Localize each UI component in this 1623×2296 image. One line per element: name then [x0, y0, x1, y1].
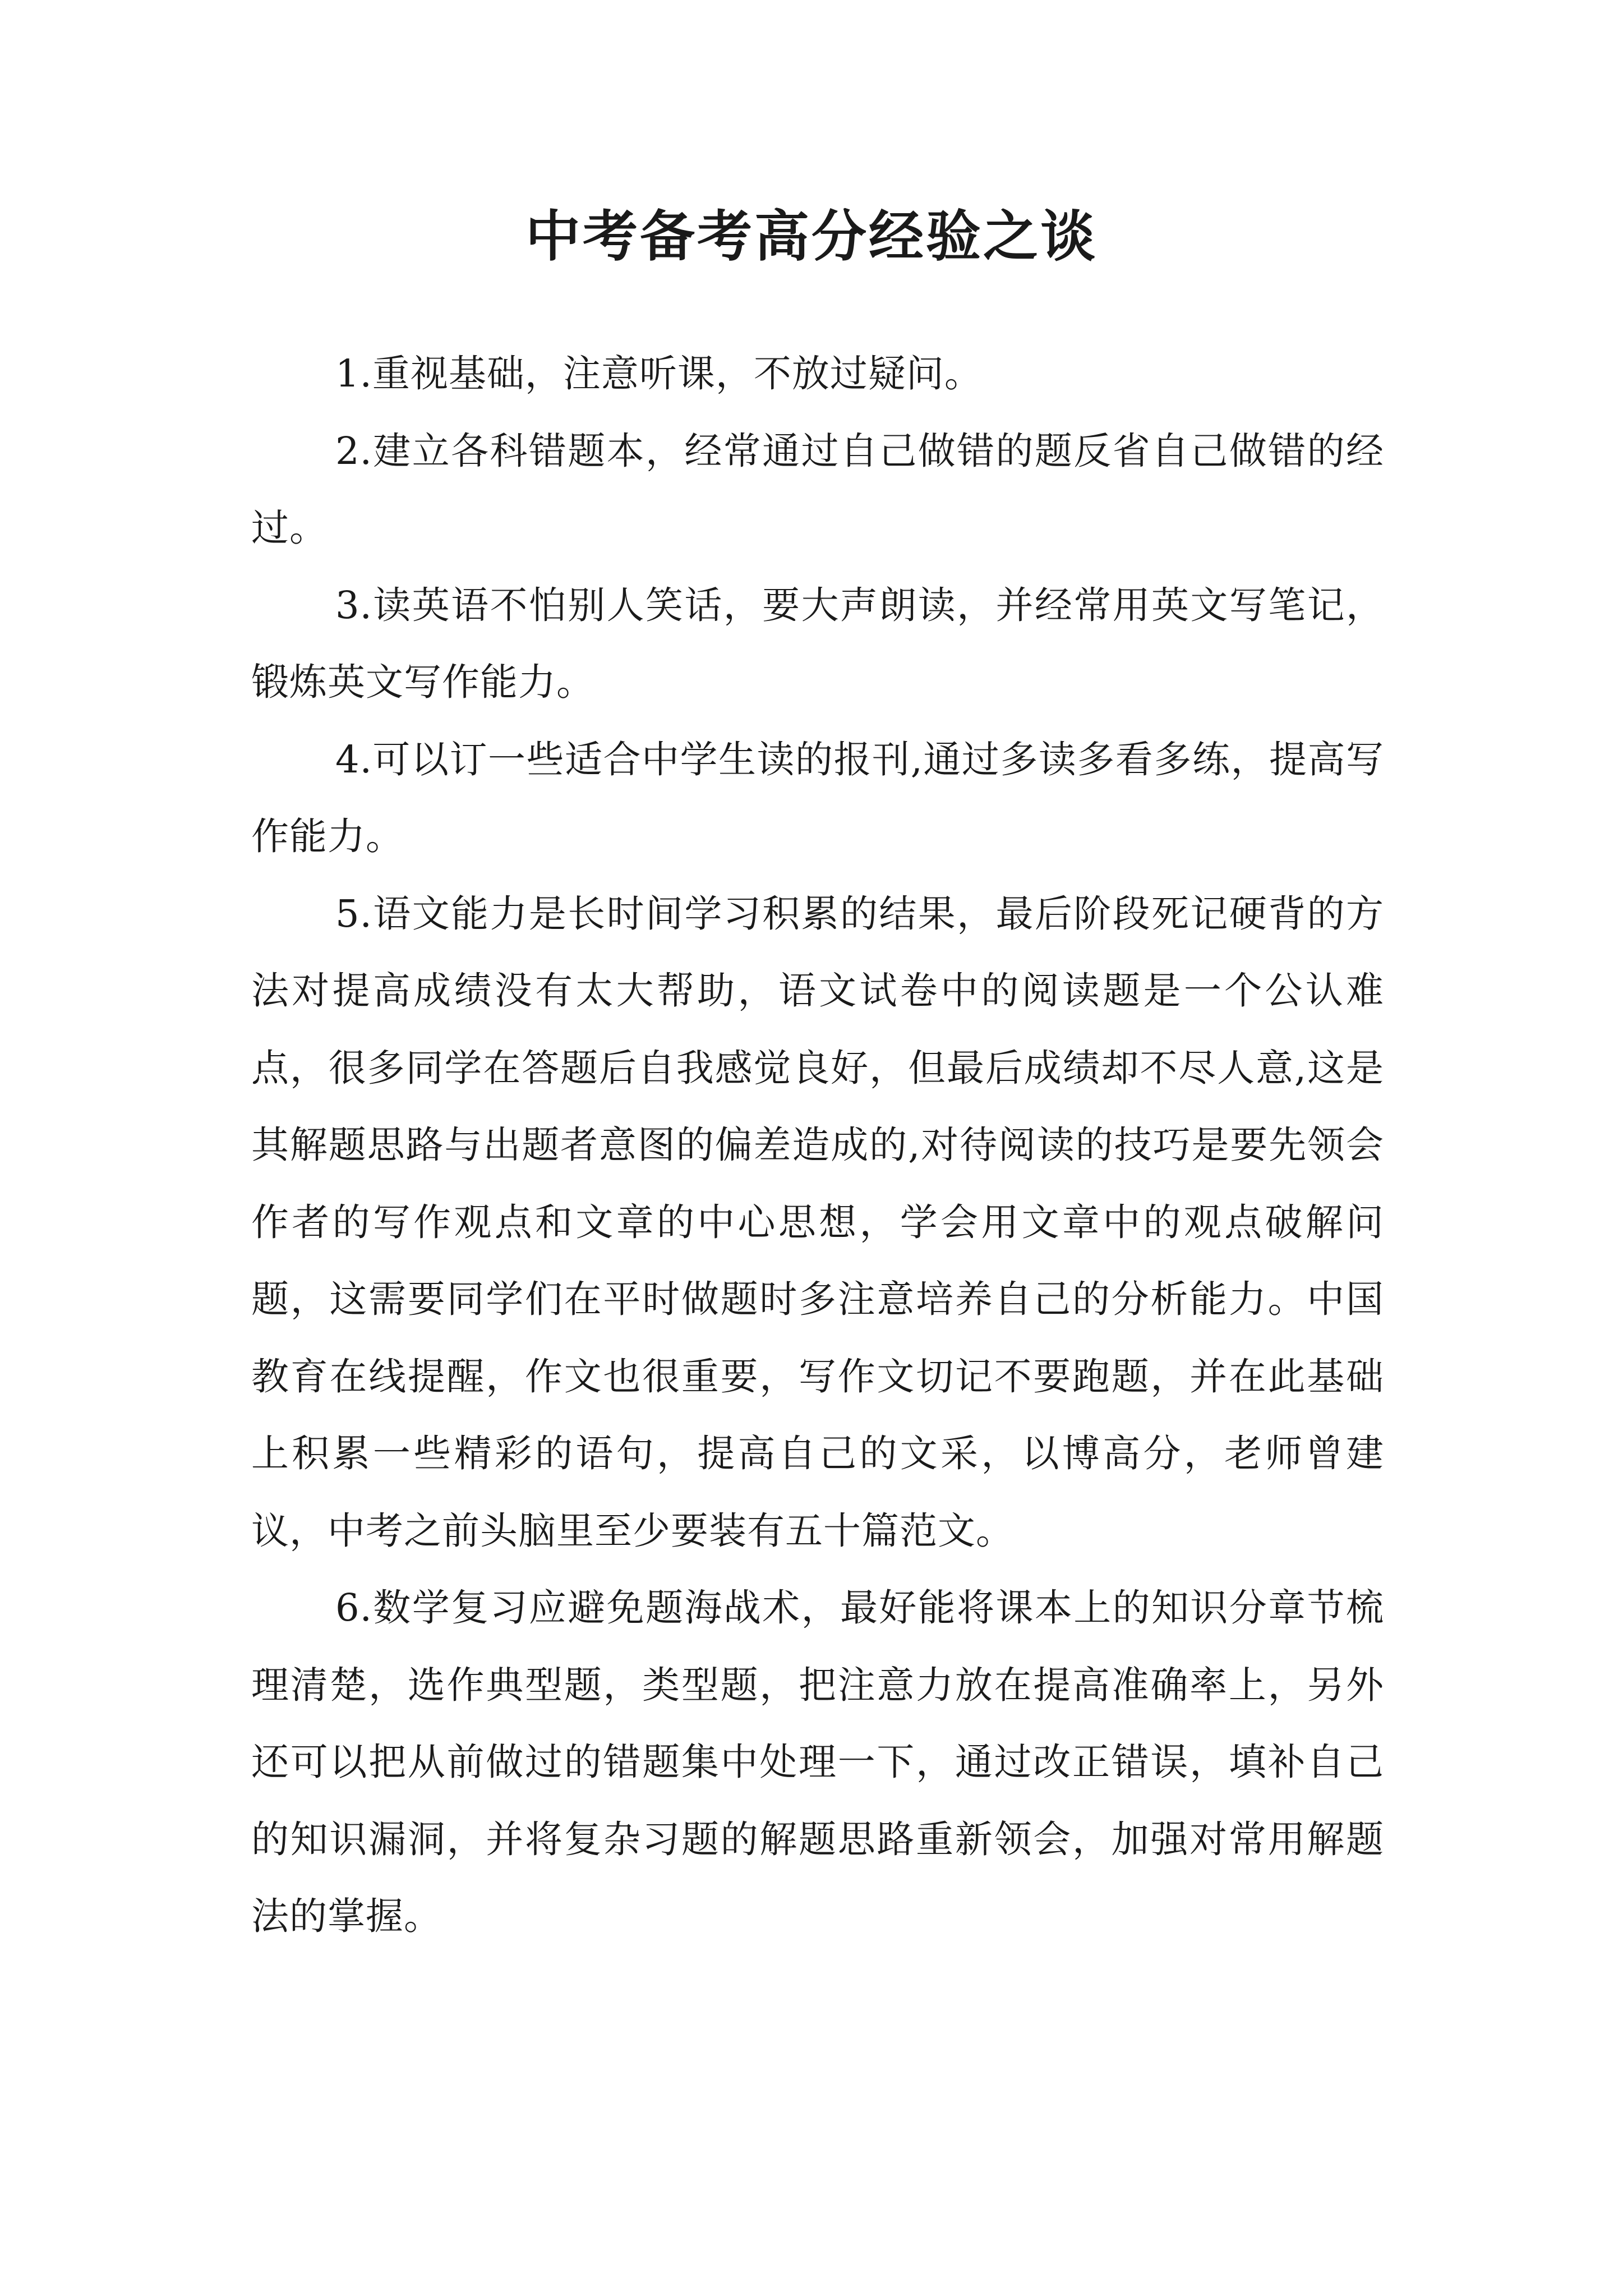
paragraph-4: 4.可以订一些适合中学生读的报刊,通过多读多看多练，提高写作能力。	[251, 737, 1384, 858]
document-title: 中考备考高分经验之谈	[525, 204, 1098, 269]
paragraph-6: 6.数学复习应避免题海战术，最好能将课本上的知识分章节梳理清楚，选作典型题，类型题，把注意力放在提高准确率上，另外还可以把从前做过的错题集中处理一下，通过改正错误，填补自己的知识漏洞，并将复杂习题的解题思路重新领会，加强对常用解题法的掌握。	[251, 1586, 1384, 1938]
paragraph-2: 2.建立各科错题本，经常通过自己做错的题反省自己做错的经过。	[251, 429, 1384, 550]
paragraph-3: 3.读英语不怕别人笑话，要大声朗读，并经常用英文写笔记，锻炼英文写作能力。	[251, 583, 1384, 704]
paragraph-1: 1.重视基础，注意听课，不放过疑问。	[335, 352, 983, 395]
paragraph-5: 5.语文能力是长时间学习积累的结果，最后阶段死记硬背的方法对提高成绩没有太大帮助，语文试卷中的阅读题是一个公认难点，很多同学在答题后自我感觉良好，但最后成绩却不尽人意,这是其解题思路与出题者意图的偏差造成的,对待阅读的技巧是要先领会作者的写作观点和文章的中心思想，学会用文章中的观点破解问题，这需要同学们在平时做题时多注意培养自己的分析能力。中国教育在线提醒，作文也很重要，写作文切记不要跑题，并在此基础上积累一些精彩的语句，提高自己的文采，以博高分，老师曾建议，中考之前头脑里至少要装有五十篇范文。	[251, 891, 1384, 1553]
document-body	[251, 335, 1384, 1955]
